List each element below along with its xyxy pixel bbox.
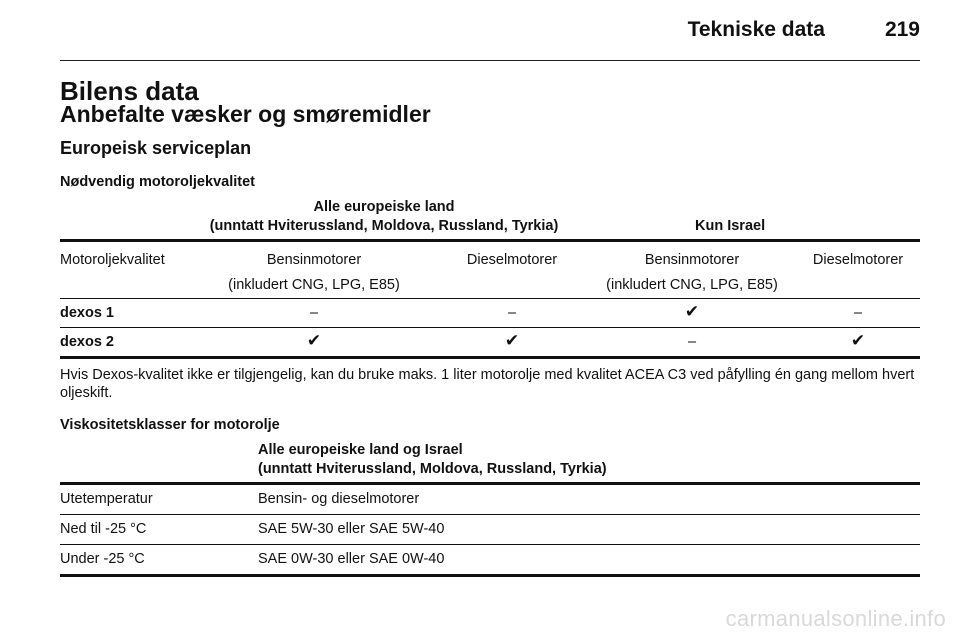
page-number: 219 (884, 18, 920, 41)
note-text: Hvis Dexos-kvalitet ikke er tilgjengelig, kan du bruke maks. 1 liter motorolje med kvalitet ACEA C3 ved påfylling én gang mellom hvert oljeskift. (60, 367, 915, 401)
check-icon: ✔ (684, 302, 700, 321)
table2-rule-bottom (60, 574, 920, 577)
table-row (60, 299, 920, 327)
table1-rule-bottom (60, 356, 920, 359)
group-israel-header: Kun Israel (695, 218, 766, 234)
col3-line2: (inkludert CNG, LPG, E85) (606, 277, 778, 293)
cell: Under -25 °C (60, 551, 145, 567)
oil-quality-table (60, 196, 920, 359)
row-label: dexos 2 (60, 334, 114, 350)
group-europe-line2: (unntatt Hviterussland, Moldova, Russland, Tyrkia) (209, 218, 559, 234)
header-section-title: Tekniske data (687, 18, 825, 41)
col1-line2: (inkludert CNG, LPG, E85) (228, 277, 400, 293)
table1-group-header (60, 196, 920, 239)
cell: SAE 0W-30 eller SAE 0W-40 (258, 551, 445, 567)
col2-line1: Dieselmotorer (466, 252, 558, 268)
table2-group-header (60, 439, 920, 482)
cell: Ned til -25 °C (60, 521, 147, 537)
header-cell: Utetemperatur (60, 491, 153, 507)
col4-line1: Dieselmotorer (812, 252, 904, 268)
check-icon: ✔ (504, 331, 520, 350)
cell: SAE 5W-30 eller SAE 5W-40 (258, 521, 445, 537)
header-divider (60, 60, 920, 61)
table1-caption: Nødvendig motoroljekvalitet (60, 174, 255, 190)
group-europe-header (193, 198, 575, 236)
table1-column-header (60, 242, 920, 298)
table2-caption: Viskositetsklasser for motorolje (60, 417, 280, 433)
table-row (60, 515, 920, 544)
table-row (60, 328, 920, 356)
page-header (688, 18, 920, 42)
cell: – (853, 305, 863, 321)
group-line1: Alle europeiske land og Israel (258, 442, 463, 458)
cell: – (507, 305, 517, 321)
header-cell: Bensin- og dieselmotorer (258, 491, 420, 507)
group-line2: (unntatt Hviterussland, Moldova, Russland, Tyrkia) (258, 461, 607, 477)
table-row (60, 545, 920, 574)
page-subtitle: Anbefalte væsker og smøremidler (60, 101, 431, 127)
check-icon: ✔ (850, 331, 866, 350)
watermark: carmanualsonline.info (725, 606, 946, 631)
page-title: Bilens data (60, 76, 199, 106)
table2-header-row (60, 485, 920, 514)
col1-line1: Bensinmotorer (266, 252, 362, 268)
row-label: dexos 1 (60, 305, 114, 321)
check-icon: ✔ (306, 331, 322, 350)
cell: – (309, 305, 319, 321)
section-heading: Europeisk serviceplan (60, 138, 252, 158)
cell: – (687, 334, 697, 350)
col-label: Motoroljekvalitet (60, 252, 165, 268)
group-europe-line1: Alle europeiske land (313, 199, 455, 215)
viscosity-table (60, 439, 920, 577)
col3-line1: Bensinmotorer (644, 252, 740, 268)
